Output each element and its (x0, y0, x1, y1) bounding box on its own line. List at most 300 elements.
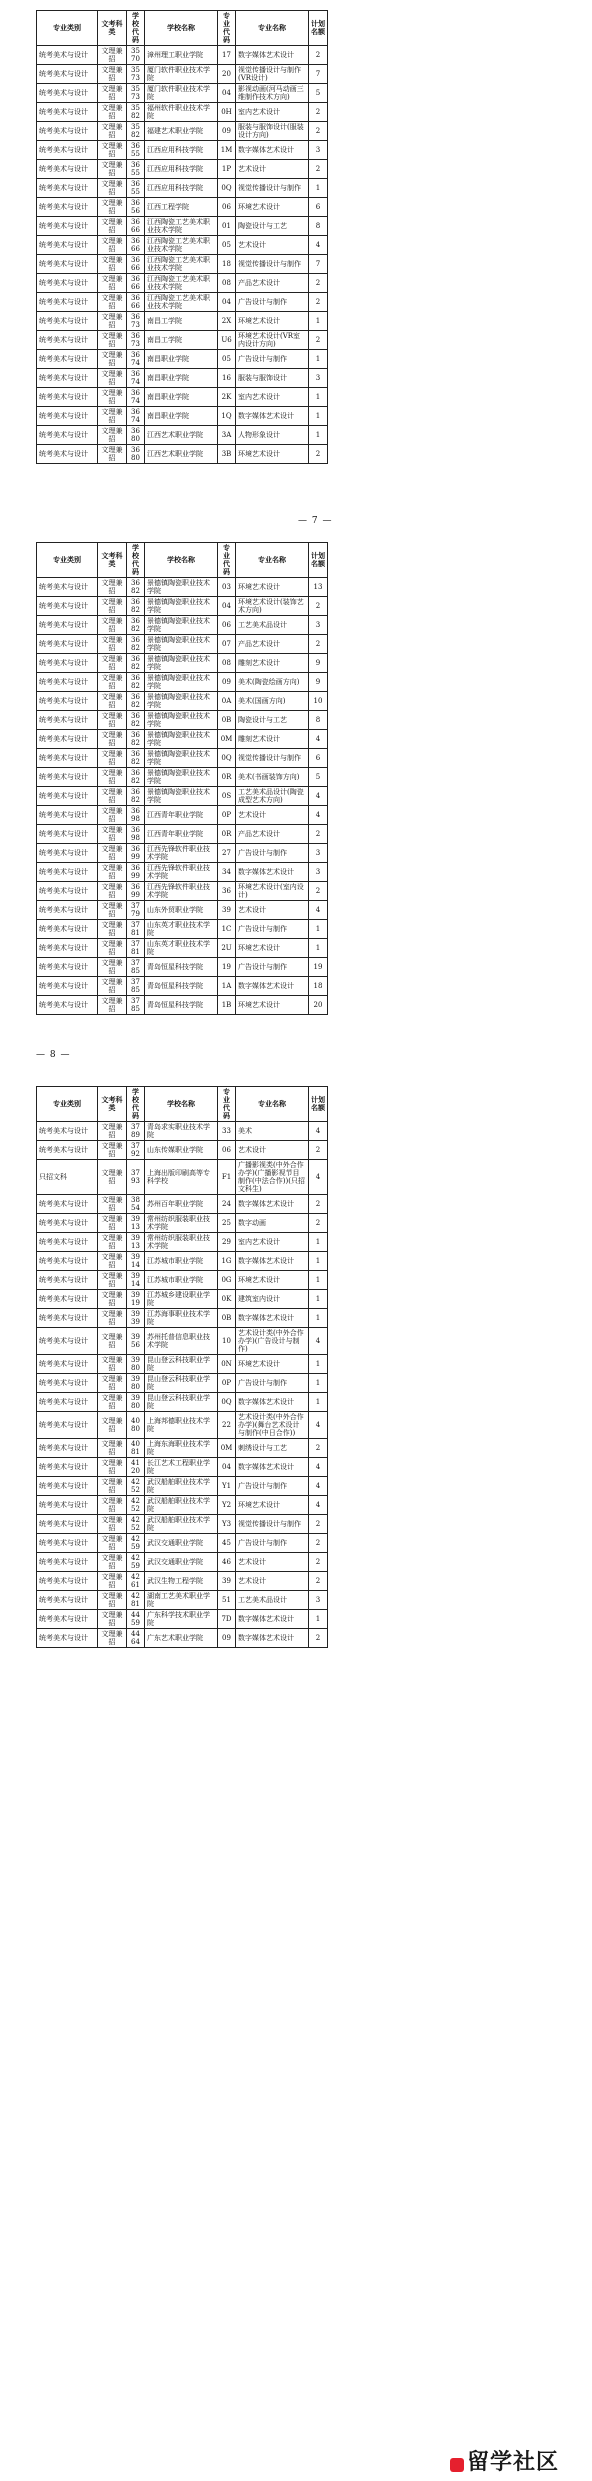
cell-code: 3674 (127, 350, 145, 369)
table-row (37, 1515, 328, 1534)
cell-category: 统考美术与设计 (37, 369, 98, 388)
table-row (37, 369, 328, 388)
cell-code: 3666 (127, 293, 145, 312)
cell-category: 统考美术与设计 (37, 1553, 98, 1572)
cell-major: 环境艺术设计 (236, 312, 309, 331)
cell-pcode: Y3 (218, 1515, 236, 1534)
column-header-plan: 计划名额 (309, 543, 328, 578)
cell-pcode: 22 (218, 1412, 236, 1439)
cell-category: 统考美术与设计 (37, 122, 98, 141)
cell-school: 武汉船舶职业技术学院 (145, 1477, 218, 1496)
cell-school: 南昌工学院 (145, 331, 218, 350)
cell-pcode: 0P (218, 1374, 236, 1393)
cell-major: 工艺美术品设计 (236, 616, 309, 635)
cell-major: 视觉传播设计与制作 (236, 749, 309, 768)
cell-pcode: 08 (218, 274, 236, 293)
cell-pcode: 05 (218, 236, 236, 255)
cell-pcode: 1A (218, 977, 236, 996)
cell-plan: 2 (309, 1141, 328, 1160)
cell-plan: 3 (309, 616, 328, 635)
cell-code: 3913 (127, 1233, 145, 1252)
cell-code: 3699 (127, 882, 145, 901)
cell-code: 3570 (127, 46, 145, 65)
cell-type: 文理兼招 (98, 1141, 127, 1160)
cell-category: 统考美术与设计 (37, 1233, 98, 1252)
cell-category: 统考美术与设计 (37, 198, 98, 217)
cell-type: 文理兼招 (98, 1271, 127, 1290)
cell-code: 3785 (127, 977, 145, 996)
cell-plan: 1 (309, 1393, 328, 1412)
table-row (37, 293, 328, 312)
cell-major: 环境艺术设计 (236, 996, 309, 1015)
table-row (37, 920, 328, 939)
cell-major: 数字媒体艺术设计 (236, 141, 309, 160)
cell-type: 文理兼招 (98, 255, 127, 274)
cell-category: 统考美术与设计 (37, 844, 98, 863)
cell-major: 室内艺术设计 (236, 103, 309, 122)
cell-category: 统考美术与设计 (37, 1629, 98, 1648)
cell-code: 3673 (127, 312, 145, 331)
table-row (37, 654, 328, 673)
cell-type: 文理兼招 (98, 1233, 127, 1252)
table-row (37, 1122, 328, 1141)
cell-school: 苏州托普信息职业技术学院 (145, 1328, 218, 1355)
cell-type: 文理兼招 (98, 863, 127, 882)
cell-pcode: 27 (218, 844, 236, 863)
admission-table-page-7 (36, 542, 328, 1015)
cell-school: 景德镇陶瓷职业技术学院 (145, 654, 218, 673)
cell-category: 统考美术与设计 (37, 616, 98, 635)
cell-school: 昆山登云科技职业学院 (145, 1374, 218, 1393)
column-header-code: 学校代码 (127, 1087, 145, 1122)
cell-pcode: 0N (218, 1355, 236, 1374)
cell-plan: 1 (309, 388, 328, 407)
cell-plan: 4 (309, 1328, 328, 1355)
cell-school: 江西陶瓷工艺美术职业技术学院 (145, 274, 218, 293)
cell-code: 3674 (127, 388, 145, 407)
cell-pcode: 2K (218, 388, 236, 407)
cell-major: 环境艺术设计 (236, 198, 309, 217)
cell-type: 文理兼招 (98, 426, 127, 445)
table-row (37, 1458, 328, 1477)
cell-code: 4259 (127, 1553, 145, 1572)
cell-major: 陶瓷设计与工艺 (236, 217, 309, 236)
cell-category: 统考美术与设计 (37, 46, 98, 65)
cell-code: 3792 (127, 1141, 145, 1160)
table-row (37, 1141, 328, 1160)
cell-type: 文理兼招 (98, 1214, 127, 1233)
cell-type: 文理兼招 (98, 84, 127, 103)
cell-code: 3682 (127, 787, 145, 806)
cell-plan: 2 (309, 882, 328, 901)
cell-category: 统考美术与设计 (37, 958, 98, 977)
table-row (37, 331, 328, 350)
cell-code: 3582 (127, 122, 145, 141)
column-header-code: 学校代码 (127, 11, 145, 46)
cell-pcode: 1M (218, 141, 236, 160)
cell-major: 室内艺术设计 (236, 1233, 309, 1252)
cell-type: 文理兼招 (98, 1309, 127, 1328)
cell-pcode: U6 (218, 331, 236, 350)
cell-type: 文理兼招 (98, 407, 127, 426)
cell-type: 文理兼招 (98, 597, 127, 616)
column-header-category: 专业类别 (37, 1087, 98, 1122)
column-header-plan: 计划名额 (309, 1087, 328, 1122)
cell-plan: 2 (309, 825, 328, 844)
cell-category: 统考美术与设计 (37, 1309, 98, 1328)
table-row (37, 1328, 328, 1355)
cell-type: 文理兼招 (98, 445, 127, 464)
cell-school: 江西艺术职业学院 (145, 445, 218, 464)
cell-code: 3682 (127, 597, 145, 616)
cell-plan: 2 (309, 46, 328, 65)
column-header-major: 专业名称 (236, 1087, 309, 1122)
cell-school: 江西应用科技学院 (145, 179, 218, 198)
cell-code: 3655 (127, 160, 145, 179)
cell-type: 文理兼招 (98, 654, 127, 673)
table-row (37, 844, 328, 863)
cell-major: 广播影视类(中外合作办学)(广播影视节目制作(中法合作))(只招文科生) (236, 1160, 309, 1195)
cell-major: 视觉传播设计与制作 (236, 1515, 309, 1534)
cell-school: 江西陶瓷工艺美术职业技术学院 (145, 293, 218, 312)
cell-major: 服装与服饰设计 (236, 369, 309, 388)
table-row (37, 1439, 328, 1458)
cell-category: 统考美术与设计 (37, 445, 98, 464)
cell-pcode: 0Q (218, 179, 236, 198)
table-row (37, 692, 328, 711)
table-row (37, 1271, 328, 1290)
cell-major: 服装与服饰设计(服装设计方向) (236, 122, 309, 141)
cell-type: 文理兼招 (98, 616, 127, 635)
cell-pcode: 04 (218, 293, 236, 312)
cell-category: 统考美术与设计 (37, 787, 98, 806)
cell-code: 3673 (127, 331, 145, 350)
cell-plan: 2 (309, 1214, 328, 1233)
cell-pcode: 3B (218, 445, 236, 464)
site-logo (450, 2445, 570, 2475)
cell-plan: 2 (309, 274, 328, 293)
table-row (37, 1160, 328, 1195)
cell-major: 环境艺术设计 (236, 1355, 309, 1374)
cell-code: 3666 (127, 236, 145, 255)
cell-major: 艺术设计类(中外合作办学)(舞台艺术设计与制作(中日合作)) (236, 1412, 309, 1439)
table-row (37, 312, 328, 331)
cell-plan: 3 (309, 1591, 328, 1610)
cell-code: 4120 (127, 1458, 145, 1477)
table-row (37, 616, 328, 635)
cell-plan: 18 (309, 977, 328, 996)
cell-type: 文理兼招 (98, 711, 127, 730)
cell-major: 数字媒体艺术设计 (236, 407, 309, 426)
table-row (37, 1572, 328, 1591)
cell-plan: 2 (309, 1553, 328, 1572)
cell-category: 统考美术与设计 (37, 692, 98, 711)
cell-category: 统考美术与设计 (37, 65, 98, 84)
table-row (37, 84, 328, 103)
cell-type: 文理兼招 (98, 312, 127, 331)
cell-code: 3698 (127, 825, 145, 844)
cell-school: 江西陶瓷工艺美术职业技术学院 (145, 255, 218, 274)
table-row (37, 578, 328, 597)
cell-major: 艺术设计 (236, 236, 309, 255)
logo-mark-icon (450, 2458, 464, 2472)
cell-plan: 1 (309, 1309, 328, 1328)
cell-category: 统考美术与设计 (37, 255, 98, 274)
cell-major: 雕刻艺术设计 (236, 654, 309, 673)
cell-code: 3699 (127, 844, 145, 863)
table-row (37, 787, 328, 806)
cell-major: 广告设计与制作 (236, 1374, 309, 1393)
table-row (37, 977, 328, 996)
cell-category: 统考美术与设计 (37, 654, 98, 673)
cell-major: 数字媒体艺术设计 (236, 1629, 309, 1648)
cell-pcode: 1Q (218, 407, 236, 426)
cell-plan: 1 (309, 1290, 328, 1309)
table-row (37, 1629, 328, 1648)
cell-major: 陶瓷设计与工艺 (236, 711, 309, 730)
cell-category: 统考美术与设计 (37, 1496, 98, 1515)
cell-school: 江西先锋软件职业技术学院 (145, 863, 218, 882)
cell-type: 文理兼招 (98, 1515, 127, 1534)
table-row (37, 445, 328, 464)
cell-major: 环境艺术设计 (236, 1496, 309, 1515)
cell-pcode: 3A (218, 426, 236, 445)
cell-type: 文理兼招 (98, 1610, 127, 1629)
cell-type: 文理兼招 (98, 1553, 127, 1572)
admission-table-page-6 (36, 10, 328, 464)
cell-plan: 2 (309, 1515, 328, 1534)
cell-category: 统考美术与设计 (37, 160, 98, 179)
cell-school: 江西陶瓷工艺美术职业技术学院 (145, 217, 218, 236)
cell-type: 文理兼招 (98, 730, 127, 749)
cell-major: 环境艺术设计 (236, 445, 309, 464)
cell-school: 南昌职业学院 (145, 369, 218, 388)
cell-school: 青岛恒星科技学院 (145, 958, 218, 977)
cell-plan: 8 (309, 711, 328, 730)
cell-category: 统考美术与设计 (37, 711, 98, 730)
cell-code: 3913 (127, 1214, 145, 1233)
cell-major: 工艺美术品设计 (236, 1591, 309, 1610)
cell-plan: 3 (309, 369, 328, 388)
cell-pcode: 0M (218, 730, 236, 749)
cell-category: 统考美术与设计 (37, 882, 98, 901)
cell-pcode: 09 (218, 122, 236, 141)
cell-school: 景德镇陶瓷职业技术学院 (145, 787, 218, 806)
cell-category: 统考美术与设计 (37, 1252, 98, 1271)
table-row (37, 730, 328, 749)
cell-school: 江西青年职业学院 (145, 825, 218, 844)
cell-major: 广告设计与制作 (236, 958, 309, 977)
cell-major: 艺术设计 (236, 901, 309, 920)
cell-category: 统考美术与设计 (37, 1412, 98, 1439)
table-row (37, 122, 328, 141)
cell-code: 3682 (127, 673, 145, 692)
cell-plan: 2 (309, 635, 328, 654)
cell-school: 南昌工学院 (145, 312, 218, 331)
cell-major: 数字媒体艺术设计 (236, 1195, 309, 1214)
table-row (37, 46, 328, 65)
cell-code: 3666 (127, 255, 145, 274)
cell-school: 漳州理工职业学院 (145, 46, 218, 65)
cell-code: 3698 (127, 806, 145, 825)
cell-code: 3582 (127, 103, 145, 122)
cell-major: 数字媒体艺术设计 (236, 977, 309, 996)
column-header-school: 学校名称 (145, 11, 218, 46)
cell-code: 3674 (127, 369, 145, 388)
cell-school: 景德镇陶瓷职业技术学院 (145, 673, 218, 692)
cell-plan: 6 (309, 198, 328, 217)
cell-major: 艺术设计 (236, 1572, 309, 1591)
cell-type: 文理兼招 (98, 901, 127, 920)
table-header-row (37, 543, 328, 578)
cell-pcode: 36 (218, 882, 236, 901)
cell-category: 统考美术与设计 (37, 578, 98, 597)
cell-type: 文理兼招 (98, 1591, 127, 1610)
table-row (37, 1393, 328, 1412)
cell-pcode: 34 (218, 863, 236, 882)
table-row (37, 825, 328, 844)
cell-major: 刺绣设计与工艺 (236, 1439, 309, 1458)
cell-type: 文理兼招 (98, 1195, 127, 1214)
cell-major: 艺术设计 (236, 806, 309, 825)
cell-category: 统考美术与设计 (37, 388, 98, 407)
cell-major: 数字媒体艺术设计 (236, 863, 309, 882)
cell-pcode: 19 (218, 958, 236, 977)
cell-school: 江西工程学院 (145, 198, 218, 217)
cell-school: 江西先锋软件职业技术学院 (145, 882, 218, 901)
column-header-major: 专业名称 (236, 543, 309, 578)
cell-category: 统考美术与设计 (37, 426, 98, 445)
cell-pcode: 2X (218, 312, 236, 331)
cell-type: 文理兼招 (98, 122, 127, 141)
cell-pcode: 05 (218, 350, 236, 369)
cell-pcode: 09 (218, 1629, 236, 1648)
cell-plan: 4 (309, 806, 328, 825)
cell-code: 3785 (127, 996, 145, 1015)
cell-category: 统考美术与设计 (37, 1393, 98, 1412)
cell-pcode: 25 (218, 1214, 236, 1233)
cell-pcode: 51 (218, 1591, 236, 1610)
table-row (37, 1355, 328, 1374)
cell-plan: 5 (309, 84, 328, 103)
column-header-type: 文考科类 (98, 543, 127, 578)
page-number-7: — 7 — (298, 516, 333, 526)
cell-type: 文理兼招 (98, 1477, 127, 1496)
cell-category: 统考美术与设计 (37, 730, 98, 749)
cell-school: 南昌职业学院 (145, 350, 218, 369)
cell-pcode: Y2 (218, 1496, 236, 1515)
cell-pcode: 39 (218, 1572, 236, 1591)
cell-pcode: 04 (218, 597, 236, 616)
cell-major: 环境艺术设计(VR室内设计方向) (236, 331, 309, 350)
cell-plan: 8 (309, 217, 328, 236)
cell-code: 3680 (127, 445, 145, 464)
table-row (37, 711, 328, 730)
cell-code: 3914 (127, 1271, 145, 1290)
cell-pcode: 20 (218, 65, 236, 84)
cell-pcode: 1C (218, 920, 236, 939)
cell-school: 江西青年职业学院 (145, 806, 218, 825)
cell-plan: 4 (309, 901, 328, 920)
cell-category: 统考美术与设计 (37, 1141, 98, 1160)
cell-school: 青岛求实职业技术学院 (145, 1122, 218, 1141)
cell-school: 厦门软件职业技术学院 (145, 65, 218, 84)
cell-major: 艺术设计 (236, 1553, 309, 1572)
cell-type: 文理兼招 (98, 1374, 127, 1393)
table-row (37, 863, 328, 882)
cell-pcode: 39 (218, 901, 236, 920)
cell-school: 江苏海事职业技术学院 (145, 1309, 218, 1328)
cell-school: 江西应用科技学院 (145, 160, 218, 179)
cell-type: 文理兼招 (98, 1122, 127, 1141)
cell-school: 景德镇陶瓷职业技术学院 (145, 616, 218, 635)
cell-category: 统考美术与设计 (37, 1328, 98, 1355)
cell-category: 统考美术与设计 (37, 1290, 98, 1309)
column-header-category: 专业类别 (37, 543, 98, 578)
cell-type: 文理兼招 (98, 1572, 127, 1591)
cell-major: 影视动画(河马动画三维制作技术方向) (236, 84, 309, 103)
column-header-school: 学校名称 (145, 1087, 218, 1122)
logo-text: 留学社区 (467, 2450, 560, 2475)
cell-type: 文理兼招 (98, 882, 127, 901)
cell-plan: 20 (309, 996, 328, 1015)
cell-type: 文理兼招 (98, 692, 127, 711)
cell-plan: 2 (309, 1439, 328, 1458)
cell-school: 景德镇陶瓷职业技术学院 (145, 768, 218, 787)
cell-major: 美术(陶瓷绘画方向) (236, 673, 309, 692)
cell-school: 景德镇陶瓷职业技术学院 (145, 730, 218, 749)
table-row (37, 673, 328, 692)
cell-type: 文理兼招 (98, 768, 127, 787)
table-row (37, 1252, 328, 1271)
cell-plan: 1 (309, 312, 328, 331)
cell-pcode: 06 (218, 616, 236, 635)
cell-school: 上海东海职业技术学院 (145, 1439, 218, 1458)
cell-school: 武汉生物工程学院 (145, 1572, 218, 1591)
cell-major: 环境艺术设计 (236, 578, 309, 597)
cell-major: 雕刻艺术设计 (236, 730, 309, 749)
cell-code: 4261 (127, 1572, 145, 1591)
cell-major: 广告设计与制作 (236, 844, 309, 863)
cell-category: 统考美术与设计 (37, 350, 98, 369)
cell-major: 视觉传播设计与制作 (236, 255, 309, 274)
cell-plan: 2 (309, 293, 328, 312)
cell-code: 3682 (127, 616, 145, 635)
cell-plan: 1 (309, 1252, 328, 1271)
cell-school: 上海出版印刷高等专科学校 (145, 1160, 218, 1195)
cell-type: 文理兼招 (98, 1252, 127, 1271)
table-row (37, 597, 328, 616)
cell-type: 文理兼招 (98, 217, 127, 236)
admission-table-page-8 (36, 1086, 328, 1648)
cell-plan: 2 (309, 160, 328, 179)
cell-code: 3682 (127, 749, 145, 768)
cell-code: 4252 (127, 1496, 145, 1515)
cell-school: 山东英才职业技术学院 (145, 939, 218, 958)
table-row (37, 388, 328, 407)
table-row (37, 1309, 328, 1328)
cell-category: 统考美术与设计 (37, 312, 98, 331)
cell-category: 统考美术与设计 (37, 597, 98, 616)
cell-school: 武汉交通职业学院 (145, 1553, 218, 1572)
table-row (37, 768, 328, 787)
cell-major: 视觉传播设计与制作 (236, 179, 309, 198)
cell-code: 3781 (127, 920, 145, 939)
cell-major: 环境艺术设计 (236, 1271, 309, 1290)
cell-major: 艺术设计类(中外合作办学)(广告设计与制作) (236, 1328, 309, 1355)
cell-code: 3680 (127, 426, 145, 445)
cell-type: 文理兼招 (98, 236, 127, 255)
